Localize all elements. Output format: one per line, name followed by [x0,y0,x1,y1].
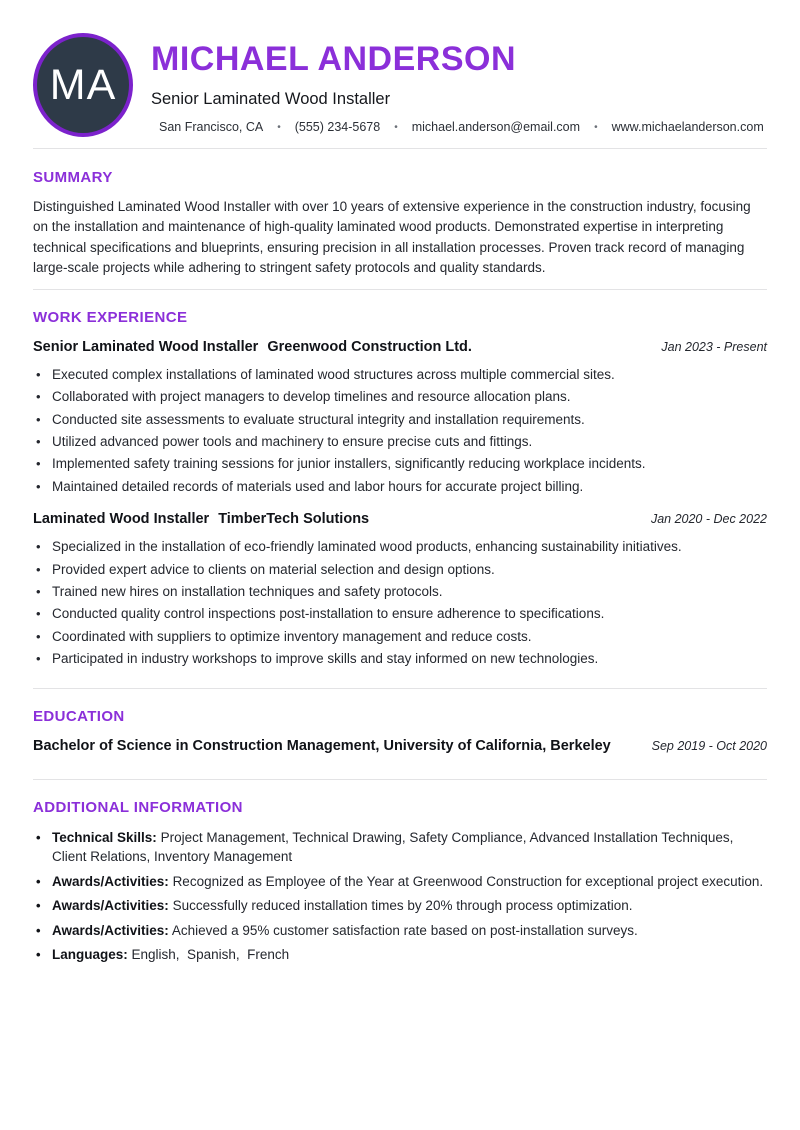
job-company: Greenwood Construction Ltd. [267,338,472,355]
summary-text: Distinguished Laminated Wood Installer with over 10 years of extensive experience in the construction industry, focusing on the installation and maintenance of high-quality laminated wood products. Demonstrated expertise in interpreting technical specifications and blueprints, ensuring precision in all installation processes. Proven track record of managing large-scale projects while adhering to stringent safety protocols and quality standards. [33,199,751,276]
job-title: Laminated Wood Installer [33,510,210,527]
list-item: • Provided expert advice to clients on material selection and design options. [33,559,767,581]
info-text: Recognized as Employee of the Year at Greenwood Construction for exceptional project execution. [172,873,764,889]
job-title-line [33,339,472,356]
additional-info-list [33,828,767,965]
info-text: English, Spanish, French [131,947,290,963]
list-item: • Utilized advanced power tools and machinery to ensure precise cuts and fittings. [33,431,767,453]
candidate-name: MICHAEL ANDERSON [151,40,517,78]
info-label: Awards/Activities: [52,922,169,938]
list-item [33,921,767,941]
list-item [33,945,767,965]
education-degree: Bachelor of Science in Construction Management, University of California, Berkeley [33,738,611,755]
job-bullet-list [33,536,767,670]
list-item: • Maintained detailed records of materials used and labor hours for accurate project billing. [33,476,767,498]
list-item: • Specialized in the installation of eco-friendly laminated wood products, enhancing sustainability initiatives. [33,536,767,558]
contact-separator: • [394,122,398,133]
job-company: TimberTech Solutions [218,510,370,527]
list-item: • Trained new hires on installation techniques and safety protocols. [33,581,767,603]
list-item: • Conducted site assessments to evaluate structural integrity and installation requirements. [33,409,767,431]
education-heading: EDUCATION [33,708,125,726]
job-dates: Jan 2023 - Present [661,339,767,354]
avatar [33,33,133,137]
work-experience-heading: WORK EXPERIENCE [33,308,188,326]
section-divider [33,148,767,149]
list-item: • Conducted quality control inspections post-installation to ensure adherence to specifications. [33,603,767,625]
header-text [151,33,764,134]
list-item: • Collaborated with project managers to develop timelines and resource allocation plans. [33,386,767,408]
contact-email: michael.anderson@email.com [411,120,581,134]
list-item [33,828,767,867]
job-title-line [33,511,369,528]
job-entry-header [33,339,767,356]
info-text: Achieved a 95% customer satisfaction rate based on post-installation surveys. [171,922,638,938]
job-entry-header [33,511,767,528]
info-text: Project Management, Technical Drawing, Safety Compliance, Advanced Installation Techniques, Client Relations, Inventory Management [52,829,738,865]
list-item: • Executed complex installations of laminated wood structures across multiple commercial sites. [33,364,767,386]
list-item [33,872,767,892]
list-item: • Participated in industry workshops to improve skills and stay informed on new technologies. [33,648,767,670]
info-text: Successfully reduced installation times by 20% through process optimization. [172,898,633,914]
additional-information-heading: ADDITIONAL INFORMATION [33,798,243,816]
job-title: Senior Laminated Wood Installer [33,338,259,355]
contact-row [159,121,764,134]
list-item: • Coordinated with suppliers to optimize inventory management and reduce costs. [33,626,767,648]
contact-phone: (555) 234-5678 [294,120,381,134]
summary-heading: SUMMARY [33,169,113,186]
education-entry [33,738,767,755]
contact-separator: • [594,122,598,133]
info-label: Awards/Activities: [52,898,169,914]
info-label: Languages: [52,947,128,963]
avatar-initials: MA [49,60,117,109]
candidate-job-title: Senior Laminated Wood Installer [151,90,391,108]
resume-header [33,0,767,137]
info-label: Awards/Activities: [52,873,169,889]
list-item: • Implemented safety training sessions for junior installers, significantly reducing workplace incidents. [33,453,767,475]
contact-location: San Francisco, CA [159,120,264,134]
section-divider [33,779,767,780]
list-item [33,896,767,916]
info-label: Technical Skills: [52,829,157,845]
contact-website: www.michaelanderson.com [611,120,764,134]
contact-separator: • [277,122,281,133]
job-dates: Jan 2020 - Dec 2022 [650,511,767,526]
section-divider [33,289,767,290]
job-bullet-list [33,364,767,498]
section-divider [33,688,767,689]
education-dates: Sep 2019 - Oct 2020 [651,739,767,754]
